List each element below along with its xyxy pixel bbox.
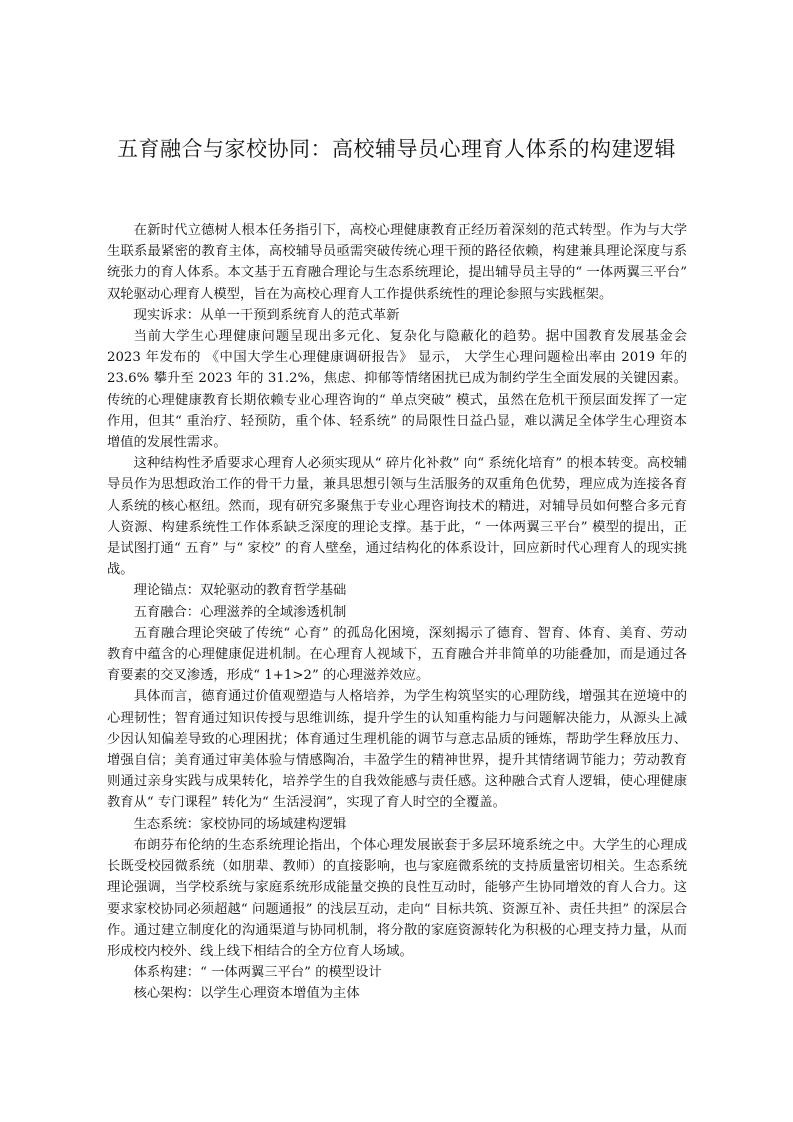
section-heading: 现实诉求：从单一干预到系统育人的范式革新 — [133, 307, 400, 323]
section-heading: 核心架构：以学生心理资本增值为主体 — [133, 986, 360, 1002]
section-heading: 生态系统：家校协同的场域建构逻辑 — [133, 816, 347, 832]
page-title: 五育融合与家校协同：高校辅导员心理育人体系的构建逻辑 — [117, 137, 676, 161]
body-paragraph: 五育融合理论突破了传统“ 心育” 的孤岛化困境，深刻揭示了德育、智育、体育、美育、劳动教育中蕴含的心理健康促进机制。在心理育人视域下，五育融合并非简单的功能叠加，而是通过各育要素的交叉渗透，形成“ 1+1>2” 的心理滋养效应。 — [107, 625, 687, 684]
section-heading: 五育融合：心理滋养的全域渗透机制 — [133, 604, 347, 620]
body-paragraph: 这种结构性矛盾要求心理育人必须实现从“ 碎片化补救” 向“ 系统化培育” 的根本转变。高校辅导员作为思想政治工作的骨干力量，兼具思想引领与生活服务的双重角色优势，理应成为连接各育人系统的核心枢纽。然而，现有研究多聚焦于专业心理咨询技术的精进，对辅导员如何整合多元育人资源、构建系统性工作体系缺乏深度的理论支撑。基于此，“ 一体两翼三平台” 模型的提出，正是试图打通“ 五育” 与“ 家校” 的育人壁垒，通过结构化的体系设计，回应新时代心理育人的现实挑战。 — [107, 456, 687, 578]
article-body — [107, 220, 687, 1005]
body-paragraph: 在新时代立德树人根本任务指引下，高校心理健康教育正经历着深刻的范式转型。作为与大学生联系最紧密的教育主体，高校辅导员亟需突破传统心理干预的路径依赖，构建兼具理论深度与系统张力的育人体系。本文基于五育融合理论与生态系统理论，提出辅导员主导的“ 一体两翼三平台” 双轮驱动心理育人模型，旨在为高校心理育人工作提供系统性的理论参照与实践框架。 — [107, 223, 687, 302]
section-heading: 理论锚点：双轮驱动的教育哲学基础 — [133, 583, 347, 599]
body-paragraph: 布朗芬布伦纳的生态系统理论指出，个体心理发展嵌套于多层环境系统之中。大学生的心理成长既受校园微系统（如朋辈、教师）的直接影响，也与家庭微系统的支持质量密切相关。生态系统理论强调，当学校系统与家庭系统形成能量交换的良性互动时，能够产生协同增效的育人合力。这要求家校协同必须超越“ 问题通报” 的浅层互动，走向“ 目标共筑、资源互补、责任共担” 的深层合作。通过建立制度化的沟通渠道与协同机制，将分散的家庭资源转化为积极的心理支持力量，从而形成校内校外、线上线下相结合的全方位育人场域。 — [107, 837, 687, 959]
section-heading: 体系构建：“ 一体两翼三平台” 的模型设计 — [133, 965, 382, 981]
body-paragraph: 具体而言，德育通过价值观塑造与人格培养，为学生构筑坚实的心理防线，增强其在逆境中的心理韧性；智育通过知识传授与思维训练，提升学生的认知重构能力与问题解决能力，从源头上减少因认知偏差导致的心理困扰；体育通过生理机能的调节与意志品质的锤炼，帮助学生释放压力、增强自信；美育通过审美体验与情感陶冶，丰盈学生的精神世界，提升其情绪调节能力；劳动教育则通过亲身实践与成果转化，培养学生的自我效能感与责任感。这种融合式育人逻辑，使心理健康教育从“ 专门课程” 转化为“ 生活浸润”，实现了育人时空的全覆盖。 — [107, 689, 687, 811]
body-paragraph: 当前大学生心理健康问题呈现出多元化、复杂化与隐蔽化的趋势。据中国教育发展基金会 2023 年发布的 《中国大学生心理健康调研报告》 显示， 大学生心理问题检出率由 2019 年的 23.6% 攀升至 2023 年的 31.2%，焦虑、抑郁等情绪困扰已成为制约学生全面发展的关键因素。传统的心理健康教育长期依赖专业心理咨询的“ 单点突破” 模式，虽然在危机干预层面发挥了一定作用，但其“ 重治疗、轻预防，重个体、轻系统” 的局限性日益凸显，难以满足全体学生心理资本增值的发展性需求。 — [107, 329, 687, 451]
